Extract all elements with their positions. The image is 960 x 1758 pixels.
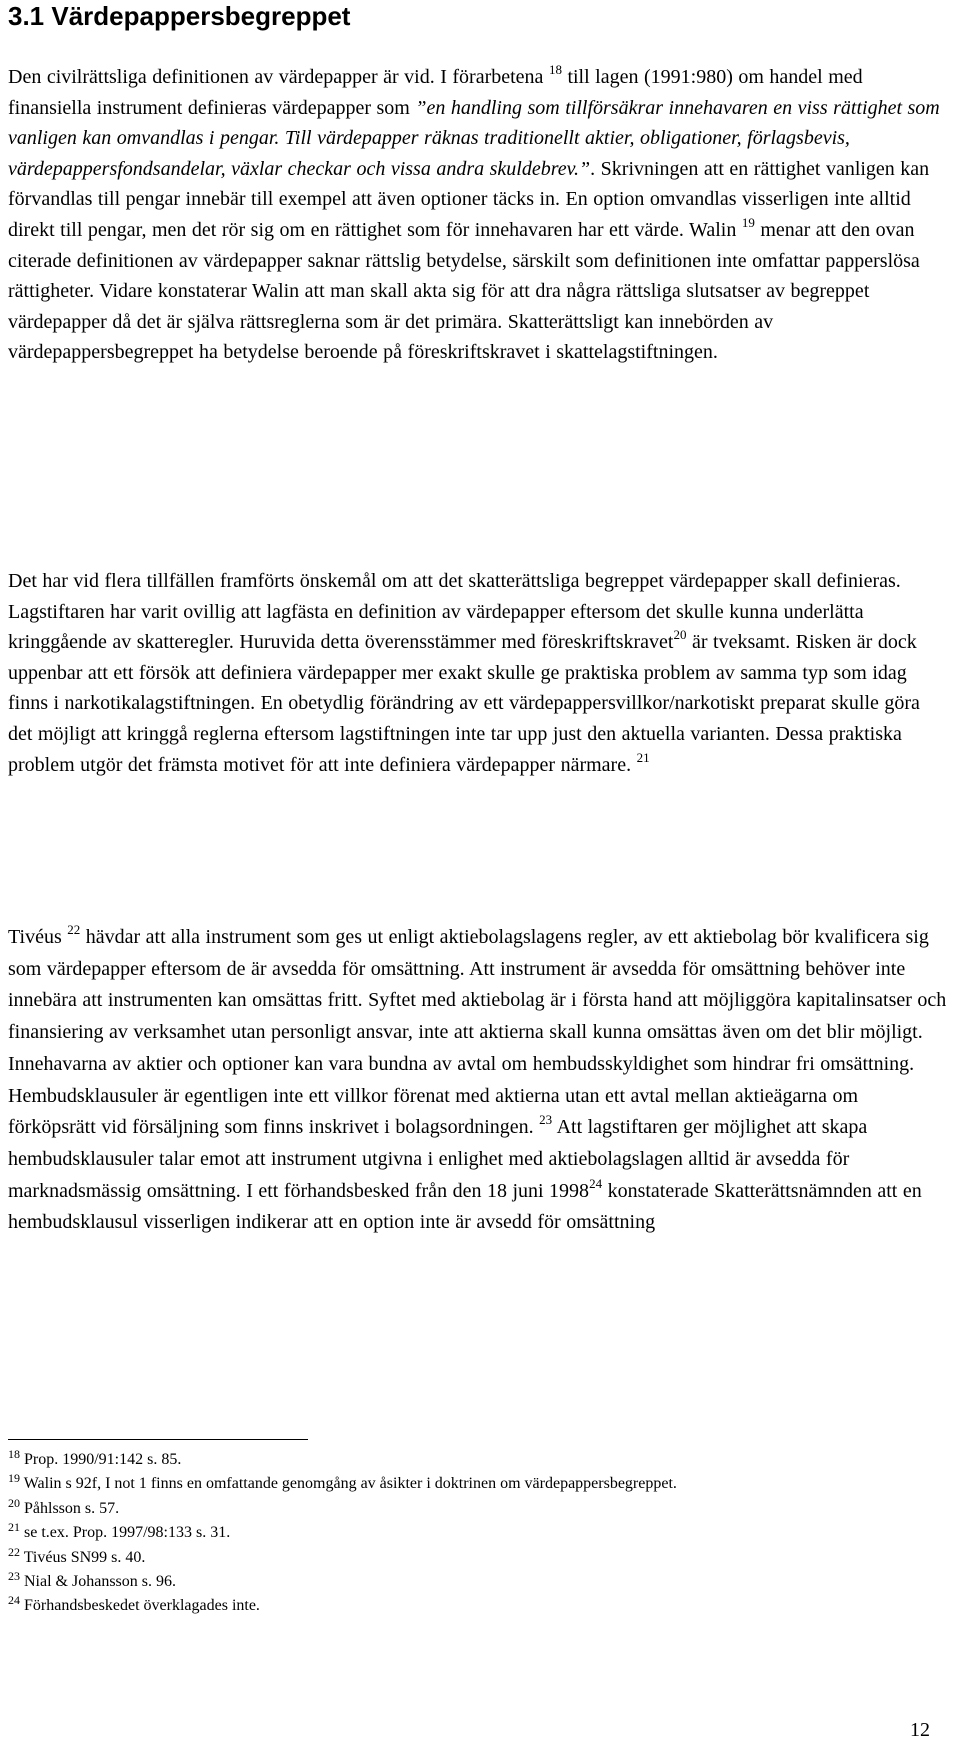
footnote-text: Påhlsson s. 57.	[20, 1499, 120, 1517]
footnote-ref-18[interactable]: 18	[548, 62, 562, 77]
p1-text-d: . Skrivningen att en rättighet vanligen kan förvandlas till pengar innebär till exempel att även optioner täcks in. En option omvandlas visserligen inte alltid direkt till pengar, men det rör sig om en rättighet som för innehavaren har ett värde. Walin	[8, 157, 930, 241]
page-number: 12	[910, 1719, 930, 1741]
footnote-19	[8, 1472, 768, 1496]
footnote-ref-22[interactable]: 22	[67, 922, 81, 937]
p1-text-a: Den civilrättsliga definitionen av värdepapper är vid. I förarbetena	[8, 66, 549, 88]
footnote-number: 20	[8, 1495, 20, 1510]
footnote-18	[8, 1448, 768, 1472]
footnote-22	[8, 1546, 768, 1570]
footnote-number: 24	[8, 1593, 20, 1608]
footnote-text: Nial & Johansson s. 96.	[20, 1573, 176, 1591]
paragraph-3	[8, 922, 948, 1239]
footnote-ref-20[interactable]: 20	[673, 627, 687, 643]
p1-text-b: till lagen (1991:980) om handel med finansiella instrument definieras värdepapper som	[8, 66, 863, 119]
section-heading: 3.1 Värdepappersbegreppet	[8, 1, 351, 31]
p3-text-d: konstaterade Skatterättsnämnden att en hembudsklausul visserligen indikerar att en option inte är avsedd för omsättning	[8, 1179, 922, 1234]
p3-text-c: Att lagstiftaren ger möjlighet att skapa hembudsklausuler talar emot att instrument utgivna i enlighet med aktiebolagslagen alltid är avsedda för marknadsmässig omsättning. I ett förhandsbesked från den 18 juni 1998	[8, 1116, 868, 1202]
footnote-number: 22	[8, 1544, 20, 1559]
footnote-text: Förhandsbeskedet överklagades inte.	[20, 1597, 260, 1615]
footnote-number: 23	[8, 1569, 20, 1584]
footnote-20	[8, 1497, 768, 1521]
footnote-text: se t.ex. Prop. 1997/98:133 s. 31.	[20, 1524, 231, 1542]
footnotes	[8, 1448, 768, 1619]
footnote-23	[8, 1570, 768, 1594]
footnote-text: Tivéus SN99 s. 40.	[20, 1548, 146, 1566]
footnote-ref-24[interactable]: 24	[589, 1175, 603, 1191]
p3-text-a: Tivéus	[8, 926, 68, 948]
footnote-divider	[8, 1439, 308, 1440]
paragraph-1	[8, 62, 948, 368]
p2-text-a: Det har vid flera tillfällen framförts önskemål om att det skatterättsliga begreppet värdepapper skall definieras. Lagstiftaren har varit ovillig att lagfästa en definition av värdepapper eftersom det skulle kunna underlätta kringgående av skatteregler. Huruvida detta överensstämmer med föreskriftskravet	[8, 570, 901, 654]
footnote-ref-19[interactable]: 19	[741, 214, 755, 230]
footnote-21	[8, 1521, 768, 1545]
footnote-number: 18	[8, 1447, 20, 1461]
footnote-24	[8, 1594, 768, 1618]
p2-text-b: är tveksamt. Risken är dock uppenbar att ett försök att definiera värdepapper mer exakt skulle ge praktiska problem av samma typ som idag finns i narkotikalagstiftningen. En obetydlig förändring av ett värdepappersvillkor/narkotiskt preparat skulle göra det möjligt att kringgå reglerna eftersom lagstiftningen inte tar upp just den aktuella varianten. Dessa praktiska problem utgör det främsta motivet för att inte definiera värdepapper närmare.	[8, 631, 920, 776]
p1-quote: ”en handling som tillförsäkrar innehavaren en viss rättighet som vanligen kan omvandlas i pengar. Till värdepapper räknas traditionellt aktier, obligationer, förlagsbevis, värdepappersfondsandelar, växlar checkar och vissa andra skuldebrev.”	[8, 96, 940, 180]
p1-text-e: menar att den ovan citerade definitionen av värdepapper saknar rättslig betydelse, särskilt som definitionen inte omfattar papperslösa rättigheter. Vidare konstaterar Walin att man skall akta sig för att dra några rättsliga slutsatser av begreppet värdepapper då det är själva rättsreglerna som är det primära. Skatterättsligt kan innebörden av värdepappersbegreppet ha betydelse beroende på föreskriftskravet i skattelagstiftningen.	[8, 218, 920, 364]
footnote-ref-23[interactable]: 23	[539, 1112, 553, 1128]
footnote-number: 19	[8, 1471, 20, 1486]
footnote-text: Prop. 1990/91:142 s. 85.	[20, 1451, 182, 1468]
footnote-number: 21	[8, 1520, 20, 1535]
footnote-text: Walin s 92f, I not 1 finns en omfattande genomgång av åsikter i doktrinen om värdepappersbegreppet.	[20, 1475, 677, 1493]
paragraph-2	[8, 566, 948, 780]
footnote-ref-21[interactable]: 21	[636, 749, 650, 765]
p3-text-b: hävdar att alla instrument som ges ut enligt aktiebolagslagens regler, av ett aktiebolag bör kvalificera sig som värdepapper eftersom de är avsedda för omsättning. Att instrument är avsedda för omsättning behöver inte innebära att instrumenten kan omsättas fritt. Syftet med aktiebolag är i första hand att möjliggöra kapitalinsatser och finansiering av verksamhet utan personligt ansvar, inte att aktierna skall kunna omsättas även om det blir möjligt. Innehavarna av aktier och optioner kan vara bundna av avtal om hembudsskyldighet som hindrar fri omsättning. Hembudsklausuler är egentligen inte ett villkor förenat med aktierna utan ett avtal mellan aktieägarna om förköpsrätt vid försäljning som finns inskrivet i bolagsordningen.	[8, 926, 947, 1139]
